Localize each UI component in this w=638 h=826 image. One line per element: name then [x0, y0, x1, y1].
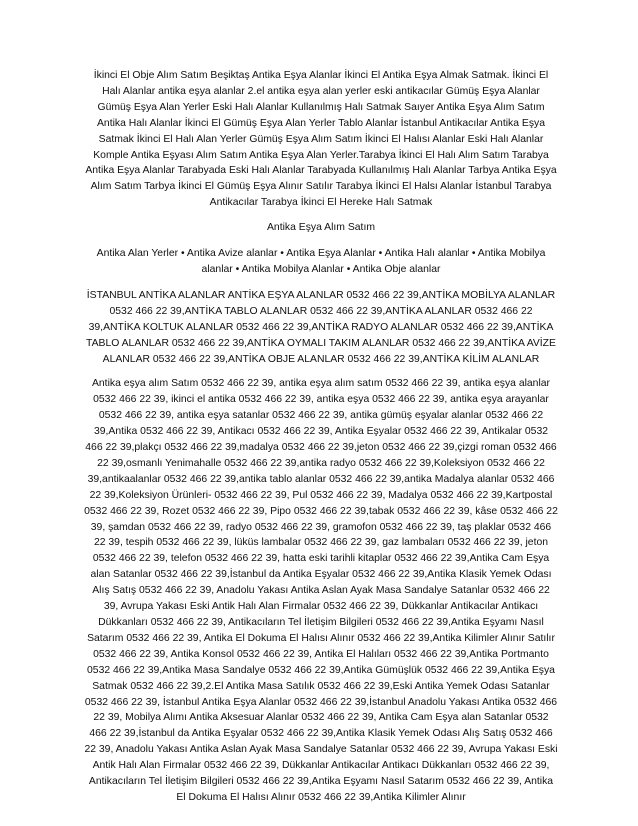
- section-heading: Antika Eşya Alım Satım: [267, 222, 375, 234]
- intro-paragraph: İkinci El Obje Alım Satım Beşiktaş Antika Eşya Alanlar İkinci El Antika Eşya Almak Satmak. İkinci El Halı Alanlar antika eşya alanlar 2.el antika eşya alan yerler eski antikacılar Gümüş Eşya Alanlar Gümüş Eşya Alan Yerler Eski Halı Alanlar Kullanılmış Halı Satmak Saıyer Antika Eşya Alım Satım Antika Halı Alanlar İkinci El Gümüş Eşya Alan Yerler Tablo Alanlar İstanbul Antikacılar Antika Eşya Satmak İkinci El Halı Alan Yerler Gümüş Eşya Alım Satım İkinci El Halısı Alanlar Eski Halı Alanlar Komple Antika Eşyası Alım Satım Antika Eşya Alan Yerler.Tarabya İkinci El Halı Alım Satım Tarabya Antika Eşya Alanlar Tarabyada Eski Halı Alanlar Tarabyada Kullanılmış Halı Alanlar Tarbya Antika Eşya Alım Satım Tarbya İkinci El Gümüş Eşya Alınır Satılır Tarabya İkinci El Halsı Alanlar İstanbul Tarabya Antikacılar Tarabya İkinci El Hereke Halı Satmak: [85, 70, 557, 209]
- document-page: [84, 68, 558, 815]
- listing-paragraph: Antika eşya alım Satım 0532 466 22 39, antika eşya alım satım 0532 466 22 39, antika eşya alanlar 0532 466 22 39, ikinci el antika 0532 466 22 39, antika eşya 0532 466 22 39, antika eşya arayanlar 0532 466 22 39, antika eşya satanlar 0532 466 22 39, antika gümüş eşyalar alanlar 0532 466 22 39,Antika 0532 466 22 39, Antikacı 0532 466 22 39, Antika Eşyalar 0532 466 22 39, Antikalar 0532 466 22 39,plakçı 0532 466 22 39,madalya 0532 466 22 39,jeton 0532 466 22 39,çizgi roman 0532 466 22 39,osmanlı Yenimahalle 0532 466 22 39,antika radyo 0532 466 22 39,Koleksiyon 0532 466 22 39,antikaalanlar 0532 466 22 39,antika tablo alanlar 0532 466 22 39,antika Madalya alanlar 0532 466 22 39,Koleksiyon Ürünleri- 0532 466 22 39, Pul 0532 466 22 39, Madalya 0532 466 22 39,Kartpostal 0532 466 22 39, Rozet 0532 466 22 39, Pipo 0532 466 22 39,tabak 0532 466 22 39, kâse 0532 466 22 39, şamdan 0532 466 22 39, radyo 0532 466 22 39, gramofon 0532 466 22 39, taş plaklar 0532 466 22 39, tespih 0532 466 22 39, lüküs lambalar 0532 466 22 39, gaz lambaları 0532 466 22 39, jeton 0532 466 22 39, telefon 0532 466 22 39, hatta eski tarihli kitaplar 0532 466 22 39,Antika Cam Eşya alan Satanlar 0532 466 22 39,İstanbul da Antika Eşyalar 0532 466 22 39,Antika Klasik Yemek Odası Alış Satış 0532 466 22 39, Anadolu Yakası Antika Aslan Ayak Masa Sandalye Satanlar 0532 466 22 39, Avrupa Yakası Eski Antik Halı Alan Firmalar 0532 466 22 39, Dükkanlar Antikacılar Antikacı Dükkanları 0532 466 22 39, Antikacıların Tel İletişim Bilgileri 0532 466 22 39,Antika Eşyamı Nasıl Satarım 0532 466 22 39, Antika El Dokuma El Halısı Alınır 0532 466 22 39,Antika Kilimler Alınır Satılır 0532 466 22 39, Antika Konsol 0532 466 22 39, Antika El Halıları 0532 466 22 39,Antika Portmanto 0532 466 22 39,Antika Masa Sandalye 0532 466 22 39,Antika Gümüşlük 0532 466 22 39,Antika Eşya Satmak 0532 466 22 39,2.El Antika Masa Satılık 0532 466 22 39,Eski Antika Yemek Odası Satanlar 0532 466 22 39, İstanbul Antika Eşya Alanlar 0532 466 22 39,İstanbul Anadolu Yakası Antika 0532 466 22 39, Mobilya Alımı Antika Aksesuar Alanlar 0532 466 22 39, Antika Cam Eşya alan Satanlar 0532 466 22 39,İstanbul da Antika Eşyalar 0532 466 22 39,Antika Klasik Yemek Odası Alış Satış 0532 466 22 39, Anadolu Yakası Antika Aslan Ayak Masa Sandalye Satanlar 0532 466 22 39, Avrupa Yakası Eski Antik Halı Alan Firmalar 0532 466 22 39, Dükkanlar Antikacılar Antikacı Dükkanları 0532 466 22 39, Antikacıların Tel İletişim Bilgileri 0532 466 22 39,Antika Eşyamı Nasıl Satarım 0532 466 22 39, Antika El Dokuma El Halısı Alınır 0532 466 22 39,Antika Kilimler Alınır: [84, 378, 558, 803]
- category-list: Antika Alan Yerler • Antika Avize alanlar • Antika Eşya Alanlar • Antika Halı alanlar • Antika Mobilya alanlar • Antika Mobilya Alanlar • Antika Obje alanlar: [96, 248, 546, 275]
- contacts-paragraph: İSTANBUL ANTİKA ALANLAR ANTİKA EŞYA ALANLAR 0532 466 22 39,ANTİKA MOBİLYA ALANLAR 0532 466 22 39,ANTİKA TABLO ALANLAR 0532 466 22 39,ANTİKA ALANLAR 0532 466 22 39,ANTİKA KOLTUK ALANLAR 0532 466 22 39,ANTİKA RADYO ALANLAR 0532 466 22 39,ANTİKA TABLO ALANLAR 0532 466 22 39,ANTİKA OYMALI TAKIM ALANLAR 0532 466 22 39,ANTİKA AVİZE ALANLAR 0532 466 22 39,ANTİKA OBJE ALANLAR 0532 466 22 39,ANTİKA KİLİM ALANLAR: [86, 289, 556, 365]
